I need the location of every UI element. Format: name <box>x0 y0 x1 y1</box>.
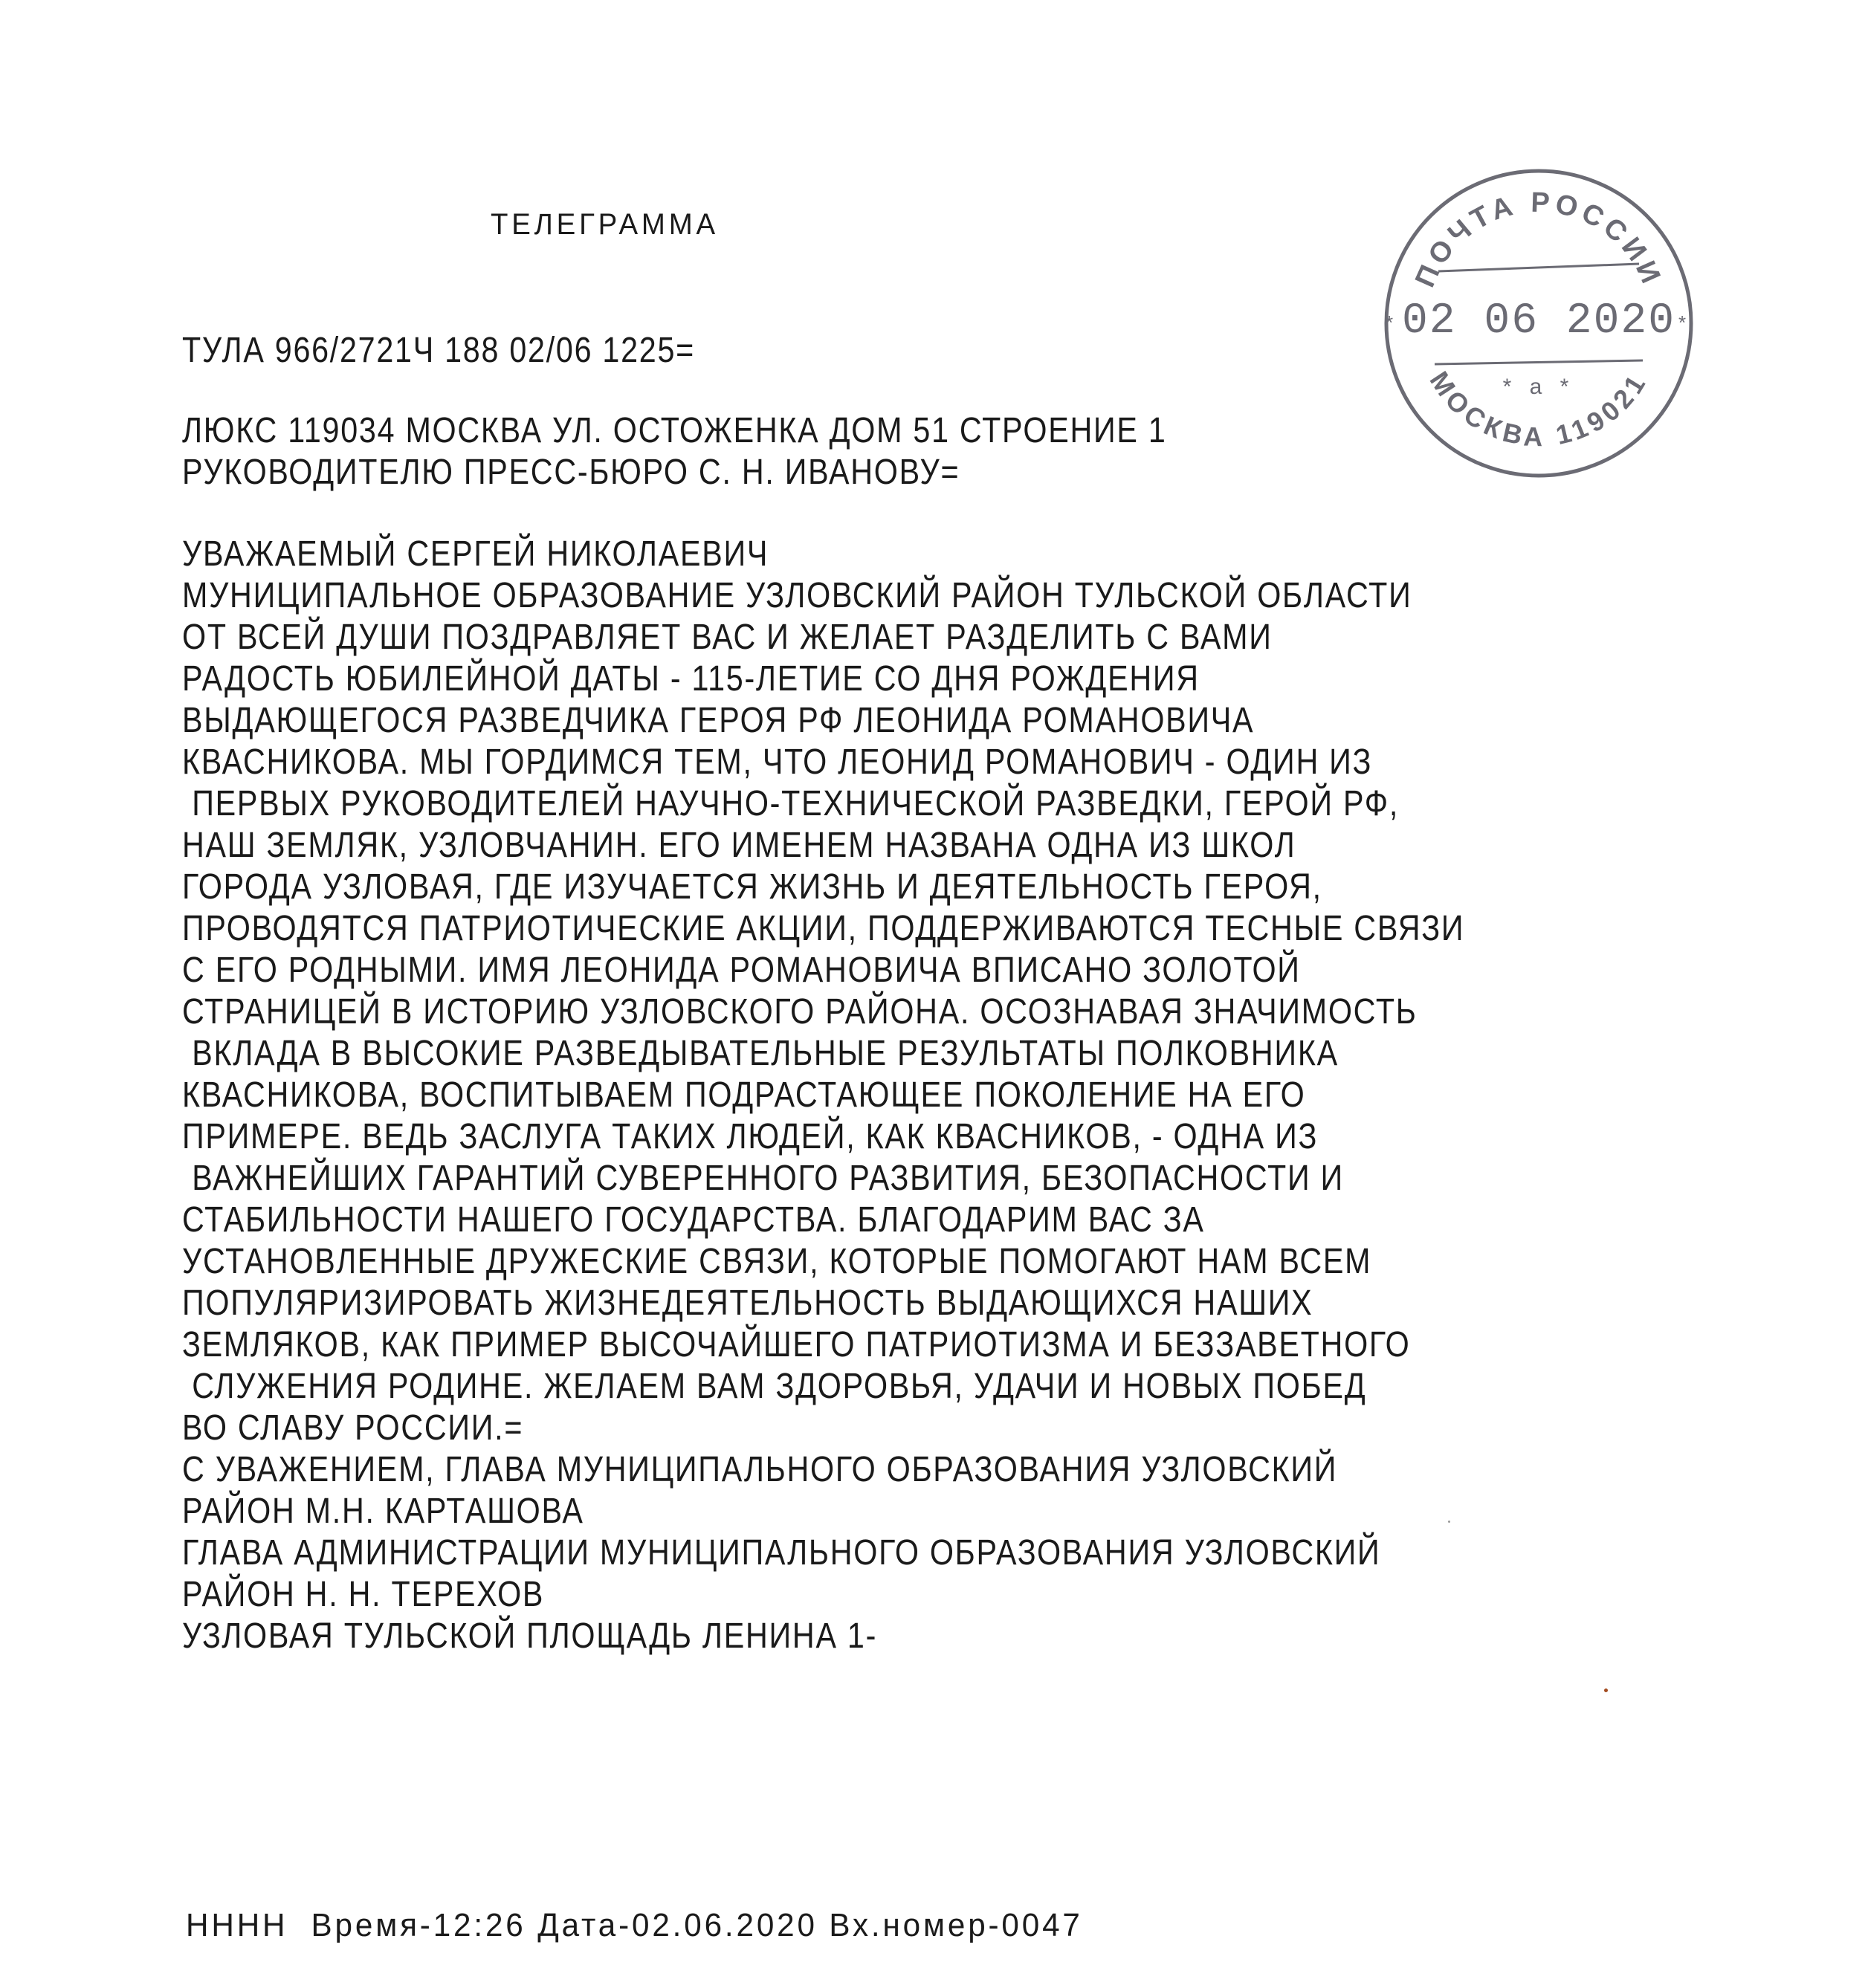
footer-time: Время-12:26 <box>311 1907 526 1943</box>
body-line: СТАБИЛЬНОСТИ НАШЕГО ГОСУДАРСТВА. БЛАГОДАРИМ ВАС ЗА <box>182 1200 1205 1240</box>
route-line: ТУЛА 966/2721Ч 188 02/06 1225= <box>182 331 695 370</box>
body-line: КВАСНИКОВА. МЫ ГОРДИМСЯ ТЕМ, ЧТО ЛЕОНИД РОМАНОВИЧ - ОДИН ИЗ <box>182 742 1373 782</box>
body-line: С ЕГО РОДНЫМИ. ИМЯ ЛЕОНИДА РОМАНОВИЧА ВПИСАНО ЗОЛОТОЙ <box>182 951 1301 990</box>
footer-number: Вх.номер-0047 <box>829 1907 1083 1943</box>
footer-date: Дата-02.06.2020 <box>537 1907 818 1943</box>
footer-prefix: НННН <box>186 1907 288 1943</box>
body-line: КВАСНИКОВА, ВОСПИТЫВАЕМ ПОДРАСТАЮЩЕЕ ПОКОЛЕНИЕ НА ЕГО <box>182 1075 1306 1115</box>
signature-line: ГЛАВА АДМИНИСТРАЦИИ МУНИЦИПАЛЬНОГО ОБРАЗОВАНИЯ УЗЛОВСКИЙ <box>182 1533 1381 1573</box>
paper-speck <box>1604 1688 1608 1692</box>
body-line: ГОРОДА УЗЛОВАЯ, ГДЕ ИЗУЧАЕТСЯ ЖИЗНЬ И ДЕЯТЕЛЬНОСТЬ ГЕРОЯ, <box>182 867 1322 907</box>
stamp-top-text: ПОЧТА РОССИИ <box>1409 187 1668 292</box>
stamp-star-right: * <box>1678 311 1687 334</box>
body-line: СТРАНИЦЕЙ В ИСТОРИЮ УЗЛОВСКОГО РАЙОНА. ОСОЗНАВАЯ ЗНАЧИМОСТЬ <box>182 992 1418 1032</box>
body-line: ПРИМЕРЕ. ВЕДЬ ЗАСЛУГА ТАКИХ ЛЮДЕЙ, КАК КВАСНИКОВ, - ОДНА ИЗ <box>182 1117 1319 1156</box>
signature-line: С УВАЖЕНИЕМ, ГЛАВА МУНИЦИПАЛЬНОГО ОБРАЗОВАНИЯ УЗЛОВСКИЙ <box>182 1450 1338 1489</box>
stamp-star-left: * <box>1386 311 1394 334</box>
body-line: ОТ ВСЕЙ ДУШИ ПОЗДРАВЛЯЕТ ВАС И ЖЕЛАЕТ РАЗДЕЛИТЬ С ВАМИ <box>182 618 1273 657</box>
body-line: ВКЛАДА В ВЫСОКИЕ РАЗВЕДЫВАТЕЛЬНЫЕ РЕЗУЛЬТАТЫ ПОЛКОВНИКА <box>182 1034 1339 1073</box>
stamp-divider-bottom <box>1435 360 1643 364</box>
receipt-footer <box>186 1907 1083 1944</box>
body-line: ВЫДАЮЩЕГОСЯ РАЗВЕДЧИКА ГЕРОЯ РФ ЛЕОНИДА РОМАНОВИЧА <box>182 701 1255 740</box>
body-line: ПЕРВЫХ РУКОВОДИТЕЛЕЙ НАУЧНО-ТЕХНИЧЕСКОЙ РАЗВЕДКИ, ГЕРОЙ РФ, <box>182 784 1400 823</box>
signature-line: РАЙОН М.Н. КАРТАШОВА <box>182 1492 584 1531</box>
stamp-bottom-text: МОСКВА 119021 <box>1423 366 1654 453</box>
body-line: УВАЖАЕМЫЙ СЕРГЕЙ НИКОЛАЕВИЧ <box>182 534 769 574</box>
paper-speck <box>1448 1521 1450 1523</box>
postmark-stamp <box>1375 160 1702 487</box>
body-line: ВАЖНЕЙШИХ ГАРАНТИЙ СУВЕРЕННОГО РАЗВИТИЯ, БЕЗОПАСНОСТИ И <box>182 1159 1344 1198</box>
body-line: ВО СЛАВУ РОССИИ.= <box>182 1408 524 1448</box>
body-line: УСТАНОВЛЕННЫЕ ДРУЖЕСКИЕ СВЯЗИ, КОТОРЫЕ ПОМОГАЮТ НАМ ВСЕМ <box>182 1242 1372 1281</box>
body-line: ПРОВОДЯТСЯ ПАТРИОТИЧЕСКИЕ АКЦИИ, ПОДДЕРЖИВАЮТСЯ ТЕСНЫЕ СВЯЗИ <box>182 909 1465 948</box>
body-line: ПОПУЛЯРИЗИРОВАТЬ ЖИЗНЕДЕЯТЕЛЬНОСТЬ ВЫДАЮЩИХСЯ НАШИХ <box>182 1283 1313 1323</box>
address-line: ЛЮКС 119034 МОСКВА УЛ. ОСТОЖЕНКА ДОМ 51 СТРОЕНИЕ 1 <box>182 411 1167 450</box>
stamp-date: 02 06 2020 <box>1401 297 1676 346</box>
body-line: МУНИЦИПАЛЬНОЕ ОБРАЗОВАНИЕ УЗЛОВСКИЙ РАЙОН ТУЛЬСКОЙ ОБЛАСТИ <box>182 576 1412 615</box>
signature-line: УЗЛОВАЯ ТУЛЬСКОЙ ПЛОЩАДЬ ЛЕНИНА 1- <box>182 1616 878 1656</box>
recipient-line: РУКОВОДИТЕЛЮ ПРЕСС-БЮРО С. Н. ИВАНОВУ= <box>182 453 960 492</box>
stamp-letter: * а * <box>1502 375 1575 399</box>
body-line: СЛУЖЕНИЯ РОДИНЕ. ЖЕЛАЕМ ВАМ ЗДОРОВЬЯ, УДАЧИ И НОВЫХ ПОБЕД <box>182 1367 1367 1406</box>
stamp-divider-top <box>1438 264 1639 271</box>
document-title: ТЕЛЕГРАММА <box>491 208 719 241</box>
body-line: РАДОСТЬ ЮБИЛЕЙНОЙ ДАТЫ - 115-ЛЕТИЕ СО ДНЯ РОЖДЕНИЯ <box>182 659 1200 699</box>
signature-line: РАЙОН Н. Н. ТЕРЕХОВ <box>182 1575 545 1614</box>
body-line: ЗЕМЛЯКОВ, КАК ПРИМЕР ВЫСОЧАЙШЕГО ПАТРИОТИЗМА И БЕЗЗАВЕТНОГО <box>182 1325 1411 1364</box>
body-line: НАШ ЗЕМЛЯК, УЗЛОВЧАНИН. ЕГО ИМЕНЕМ НАЗВАНА ОДНА ИЗ ШКОЛ <box>182 826 1296 865</box>
